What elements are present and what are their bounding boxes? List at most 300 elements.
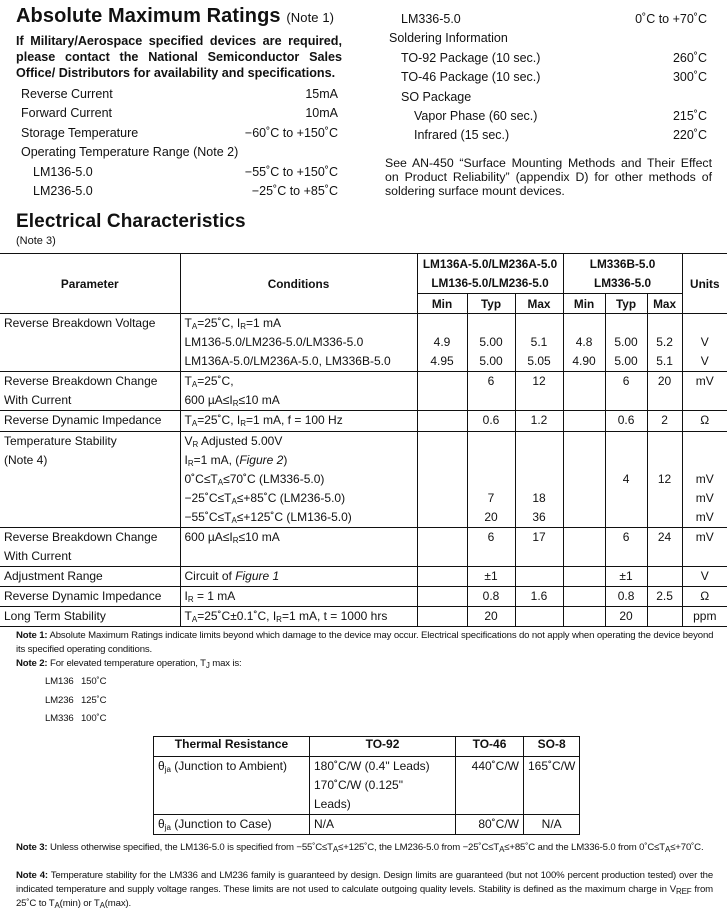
header-conditions: Conditions <box>180 254 417 314</box>
units-line: mV <box>695 510 714 524</box>
cell-min1 <box>417 411 467 432</box>
cell-parameter <box>0 411 180 432</box>
note-1 <box>16 629 716 657</box>
table-row <box>0 528 727 567</box>
cell-min1 <box>417 528 467 567</box>
cell-parameter <box>0 587 180 607</box>
cell-typ1 <box>467 411 515 432</box>
thermal-row <box>154 757 580 815</box>
rating-row <box>21 85 338 104</box>
an450-note: See AN-450 “Surface Mounting Methods and Their Effect on Product Reliability” (appendix D) for other methods of soldering surface mount devices. <box>385 156 712 198</box>
max2-line <box>652 567 678 586</box>
note-2 <box>16 657 716 671</box>
cell-typ1 <box>467 372 515 411</box>
ec-title: Electrical Characteristics <box>16 211 246 232</box>
min2-line <box>568 372 601 391</box>
cell-min2 <box>563 567 605 587</box>
note-4 <box>16 869 713 911</box>
subscript: R <box>192 440 199 449</box>
rating-value: −25˚C to +85˚C <box>251 184 338 198</box>
rating-row <box>401 88 707 107</box>
cell-units <box>682 607 727 627</box>
rating-row <box>389 29 707 48</box>
cell-typ2 <box>605 587 647 607</box>
rating-label: Vapor Phase (60 sec.) <box>414 109 538 123</box>
cell-min1 <box>417 567 467 587</box>
min1-line <box>422 314 463 333</box>
conditions-line: $T_A=25˚C$, $I_R=1$ mA <box>184 316 282 331</box>
typ2-line <box>610 432 643 451</box>
conditions-line: $T_A=25˚C\pm 0.1˚C$, $I_R=1$ mA, t = 1000 hrs <box>184 609 388 624</box>
thermal-header-so8: SO-8 <box>524 737 580 757</box>
cell-typ1 <box>467 432 515 528</box>
amr-title-text: Absolute Maximum Ratings <box>16 5 281 27</box>
parameter-line: Adjustment Range <box>4 569 103 583</box>
min1-line <box>422 470 463 489</box>
cell-typ2 <box>605 567 647 587</box>
cell-conditions <box>180 587 417 607</box>
max2-line <box>652 607 678 626</box>
note-4-text: Temperature stability for the LM336 and LM236 family is guaranteed by design. Design limits are guaranteed (but not 100% percent production tested) over the indicated temperature and supply voltage ranges. These limits are not used to calculate outgoing quality levels. Stability is defined as the maximum charge in $V_{REF}$ from 25˚C to $T_A(\min)$ or $T_A(\max)$. <box>16 870 714 910</box>
military-notice: If Military/Aerospace specified devices are required, please contact the National Semiconductor Sales Office/ Distributors for availability and specifications. <box>16 34 342 80</box>
subscript: ja <box>164 765 171 774</box>
units-line: Ω <box>700 413 710 427</box>
cell-min1 <box>417 607 467 627</box>
header-group1 <box>417 254 563 294</box>
typ2-line: 5.00 <box>614 335 638 349</box>
max1-line: 18 <box>532 491 546 505</box>
rating-row <box>21 143 338 162</box>
typ1-line: ±1 <box>484 569 498 583</box>
thermal-label-text: $\theta_{ja}$ (Junction to Case) <box>158 817 272 832</box>
rating-label: Infrared (15 sec.) <box>414 128 510 143</box>
min1-line <box>422 607 463 626</box>
min2-line <box>568 567 601 586</box>
typ1-line: 5.00 <box>479 354 503 368</box>
typ1-line <box>472 314 511 333</box>
tj-value: 100˚C <box>81 713 107 724</box>
typ2-line: 4 <box>622 472 630 486</box>
typ2-line: ±1 <box>619 569 633 583</box>
subscript: R <box>240 322 246 331</box>
min2-line <box>568 528 601 547</box>
rating-label: TO-92 Package (10 sec.) <box>401 50 541 65</box>
min1-line: 4.95 <box>430 354 454 368</box>
thermal-so8-value: N/A <box>541 817 562 831</box>
subscript: A <box>191 419 198 428</box>
cell-conditions <box>180 314 417 372</box>
note-2-label: Note 2: <box>16 658 48 669</box>
rating-label: Storage Temperature <box>21 125 139 140</box>
conditions-line: 600 $\mu A\le I_R\le 10$ mA <box>184 530 280 545</box>
conditions-line: Circuit of Figure 1 <box>184 569 280 583</box>
cell-typ2 <box>605 411 647 432</box>
typ1-line: 6 <box>487 374 495 388</box>
cell-typ1 <box>467 314 515 372</box>
tj-value: 150˚C <box>81 676 107 687</box>
cell-max2 <box>647 314 682 372</box>
max1-line <box>520 607 559 626</box>
max2-line: 24 <box>657 530 672 544</box>
cell-max1 <box>515 432 563 528</box>
header-min2: Min <box>563 294 605 314</box>
cell-typ2 <box>605 528 647 567</box>
cell-max2 <box>647 372 682 411</box>
rating-label: LM336-5.0 <box>401 12 461 26</box>
units-line: mV <box>695 530 714 544</box>
typ2-line: 6 <box>622 530 630 544</box>
max2-line <box>652 314 678 333</box>
thermal-header-to46: TO-46 <box>456 737 524 757</box>
typ1-line: 20 <box>484 609 498 623</box>
cell-units <box>682 567 727 587</box>
header-group1-line1: LM136A-5.0/LM236A-5.0 <box>422 256 558 271</box>
header-min1: Min <box>417 294 467 314</box>
cell-parameter <box>0 607 180 627</box>
table-row <box>0 314 727 372</box>
min1-line <box>422 451 463 470</box>
typ2-line: 5.00 <box>614 354 638 368</box>
typ1-line: 0.8 <box>482 589 500 603</box>
min1-line <box>422 432 463 451</box>
cell-parameter <box>0 432 180 528</box>
min1-line <box>422 372 463 391</box>
cell-max1 <box>515 607 563 627</box>
subscript: J <box>205 661 210 670</box>
conditions-line: $T_A=25˚C$, $I_R=1$ mA, f = 100 Hz <box>184 413 343 428</box>
min2-line <box>568 432 601 451</box>
typ1-line <box>472 432 511 451</box>
electrical-characteristics-table <box>0 253 727 627</box>
rating-value: 0˚C to +70˚C <box>635 12 707 26</box>
min2-line <box>568 411 601 430</box>
conditions-line: $-55˚C\le T_A\le+125˚C$ (LM136-5.0) <box>184 510 352 525</box>
cell-parameter <box>0 567 180 587</box>
typ2-line <box>610 314 643 333</box>
rating-label: Soldering Information <box>389 31 508 46</box>
conditions-line: $0˚C\le T_A\le 70˚C$ (LM336-5.0) <box>184 472 325 487</box>
min2-line <box>568 489 601 508</box>
thermal-header-to92: TO-92 <box>310 737 456 757</box>
rating-value: 300˚C <box>672 70 707 85</box>
typ2-line <box>610 489 643 508</box>
typ2-line: 6 <box>622 374 630 388</box>
conditions-line: 600 $\mu A\le I_R\le 10$ mA <box>184 393 280 408</box>
thermal-to92-line: 170˚C/W (0.125" <box>314 778 403 792</box>
parameter-line: With Current <box>4 549 72 563</box>
subscript: R <box>187 595 194 604</box>
header-group2 <box>563 254 682 294</box>
cell-typ1 <box>467 567 515 587</box>
subscript: ja <box>164 823 171 832</box>
conditions-line: $T_A=25˚C$, <box>184 374 234 389</box>
max1-line: 1.6 <box>530 589 548 603</box>
min2-line: 4.8 <box>575 335 593 349</box>
cell-max1 <box>515 314 563 372</box>
typ1-line: 5.00 <box>479 335 503 349</box>
rating-label: LM136-5.0 <box>33 164 93 179</box>
units-line: Ω <box>700 589 710 603</box>
thermal-header-label: Thermal Resistance <box>154 737 310 757</box>
cell-min1 <box>417 314 467 372</box>
rating-value: −55˚C to +150˚C <box>244 164 338 179</box>
thermal-to92 <box>310 815 456 835</box>
table-row <box>0 567 727 587</box>
cell-typ2 <box>605 607 647 627</box>
typ2-line <box>610 508 643 527</box>
table-row <box>0 432 727 528</box>
subscript: A <box>54 901 60 910</box>
note-3 <box>16 841 713 855</box>
table-row <box>0 372 727 411</box>
rating-value: 260˚C <box>672 50 707 65</box>
thermal-label <box>154 815 310 835</box>
cell-min2 <box>563 432 605 528</box>
rating-row <box>401 49 707 68</box>
cell-conditions <box>180 528 417 567</box>
cell-conditions <box>180 372 417 411</box>
typ2-line: 0.8 <box>617 589 635 603</box>
parameter-line: Long Term Stability <box>4 609 106 623</box>
subscript: A <box>217 478 224 487</box>
max2-line: 12 <box>657 472 672 486</box>
cell-max1 <box>515 372 563 411</box>
min2-line <box>568 587 601 606</box>
cell-max2 <box>647 411 682 432</box>
rating-row <box>21 124 338 143</box>
rating-value: 15mA <box>305 87 338 101</box>
conditions-line: $V_R$ Adjusted 5.00V <box>184 434 283 449</box>
cell-max2 <box>647 607 682 627</box>
thermal-to46-value: 80˚C/W <box>478 817 519 831</box>
cell-max1 <box>515 587 563 607</box>
note-2-text: For elevated temperature operation, $T_J$ max is: <box>49 658 242 670</box>
max1-line: 5.1 <box>530 335 548 349</box>
rating-row <box>21 104 338 123</box>
cell-max2 <box>647 567 682 587</box>
typ1-line <box>472 451 511 470</box>
tj-max-row <box>45 675 106 689</box>
ec-note: (Note 3) <box>16 235 56 247</box>
cell-units <box>682 432 727 528</box>
cell-units <box>682 372 727 411</box>
min1-line <box>422 528 463 547</box>
min2-line <box>568 314 601 333</box>
cell-min2 <box>563 372 605 411</box>
note-3-label: Note 3: <box>16 842 48 853</box>
units-line: ppm <box>693 609 717 623</box>
min1-line <box>422 411 463 430</box>
tj-part: LM236 <box>45 694 74 706</box>
rating-label: LM236-5.0 <box>33 184 93 198</box>
subscript: A <box>332 845 339 854</box>
units-line <box>687 451 724 470</box>
tj-value: 125˚C <box>81 694 107 706</box>
rating-label: SO Package <box>401 89 472 104</box>
max2-line: 2.5 <box>656 589 673 603</box>
header-group1-line2: LM136-5.0/LM236-5.0 <box>431 275 549 290</box>
thermal-to92-line: Leads) <box>314 797 351 811</box>
rating-row <box>414 126 707 145</box>
cell-typ2 <box>605 314 647 372</box>
figure-ref: Figure 1 <box>235 569 280 583</box>
units-line: mV <box>695 472 714 486</box>
amr-title-note: (Note 1) <box>286 10 335 25</box>
typ1-line <box>472 470 511 489</box>
subscript: R <box>232 536 239 545</box>
cell-typ2 <box>605 432 647 528</box>
subscript: A <box>191 615 198 624</box>
subscript: R <box>232 399 239 408</box>
subscript: REF <box>675 887 692 896</box>
subscript: A <box>191 380 198 389</box>
rating-value: 220˚C <box>672 128 707 143</box>
subscript: A <box>499 845 505 854</box>
thermal-to92 <box>310 757 456 815</box>
cell-conditions <box>180 567 417 587</box>
typ1-line: 6 <box>487 530 495 544</box>
header-max1: Max <box>515 294 563 314</box>
max2-line <box>652 489 678 508</box>
max2-line: 20 <box>657 374 672 388</box>
thermal-to46 <box>456 757 524 815</box>
cell-conditions <box>180 432 417 528</box>
max1-line: 36 <box>532 510 546 524</box>
parameter-line: Reverse Dynamic Impedance <box>4 413 162 427</box>
max2-line: 2 <box>661 413 668 427</box>
subscript: R <box>240 419 246 428</box>
subscript: A <box>191 322 198 331</box>
units-line: V <box>700 569 709 583</box>
thermal-label <box>154 757 310 815</box>
header-group2-line1: LM336B-5.0 <box>589 256 656 271</box>
parameter-line: Reverse Breakdown Voltage <box>4 316 156 330</box>
rating-row <box>33 163 338 182</box>
note-1-text: Absolute Maximum Ratings indicate limits beyond which damage to the device may occur. Electrical specifications do not apply when operating the device beyond its specified operating conditions. <box>16 630 714 655</box>
conditions-line: $-25˚C\le T_A\le+85˚C$ (LM236-5.0) <box>184 491 346 506</box>
cell-units <box>682 314 727 372</box>
units-line: mV <box>695 491 714 505</box>
units-line: V <box>700 335 709 349</box>
cell-units <box>682 411 727 432</box>
max2-line <box>652 432 678 451</box>
rating-label: Reverse Current <box>21 87 113 101</box>
typ1-line: 20 <box>484 510 498 524</box>
subscript: A <box>231 497 237 506</box>
note-4-label: Note 4: <box>16 870 48 881</box>
rating-label: Forward Current <box>21 106 112 121</box>
cell-max1 <box>515 567 563 587</box>
thermal-label-text: $\theta_{ja}$ (Junction to Ambient) <box>158 759 287 774</box>
cell-units <box>682 528 727 567</box>
max1-line: 12 <box>532 374 546 388</box>
cell-min1 <box>417 587 467 607</box>
thermal-so8 <box>524 757 580 815</box>
max1-line <box>520 470 559 489</box>
subscript: A <box>99 901 105 910</box>
tj-part: LM136 <box>45 676 74 687</box>
cell-max1 <box>515 528 563 567</box>
rating-row <box>414 107 707 126</box>
figure-ref: Figure 2 <box>239 453 284 467</box>
cell-parameter <box>0 372 180 411</box>
table-row <box>0 587 727 607</box>
cell-typ1 <box>467 607 515 627</box>
thermal-to46 <box>456 815 524 835</box>
header-parameter: Parameter <box>0 254 180 314</box>
min2-line <box>568 470 601 489</box>
cell-typ1 <box>467 587 515 607</box>
units-line: mV <box>695 374 714 388</box>
parameter-line: With Current <box>4 393 72 407</box>
max1-line: 1.2 <box>530 413 548 427</box>
typ2-line: 0.6 <box>617 413 635 427</box>
table-row <box>0 411 727 432</box>
cell-conditions <box>180 411 417 432</box>
max2-line <box>652 451 678 470</box>
subscript: R <box>276 615 282 624</box>
cell-typ1 <box>467 528 515 567</box>
cell-min2 <box>563 411 605 432</box>
max2-line: 5.2 <box>656 335 673 349</box>
min2-line <box>568 451 601 470</box>
min1-line: 4.9 <box>433 335 451 349</box>
max2-line <box>652 508 678 527</box>
min2-line <box>568 508 601 527</box>
typ1-line: 0.6 <box>482 413 500 427</box>
max1-line: 17 <box>532 530 546 544</box>
max1-line <box>520 432 559 451</box>
header-max2: Max <box>647 294 682 314</box>
thermal-so8 <box>524 815 580 835</box>
cell-max1 <box>515 411 563 432</box>
min1-line <box>422 587 463 606</box>
note-1-label: Note 1: <box>16 630 48 641</box>
cell-min1 <box>417 372 467 411</box>
table-row <box>0 607 727 627</box>
cell-min2 <box>563 607 605 627</box>
max1-line <box>520 567 559 586</box>
cell-min2 <box>563 587 605 607</box>
parameter-line: Reverse Breakdown Change <box>4 374 158 388</box>
cell-min1 <box>417 432 467 528</box>
cell-max2 <box>647 587 682 607</box>
header-typ1: Typ <box>467 294 515 314</box>
max2-line: 5.1 <box>656 354 673 368</box>
conditions-line: $I_R = 1$ mA <box>184 589 236 604</box>
thermal-row <box>154 815 580 835</box>
thermal-so8-value: 165˚C/W <box>528 759 576 773</box>
thermal-to92-line: N/A <box>314 817 335 831</box>
min1-line <box>422 567 463 586</box>
note-3-text: Unless otherwise specified, the LM136-5.0 is specified from $-55˚C\le T_A\le+125˚C$, the LM236-5.0 from $-25˚C\le T_A\le+85˚C$ and the LM336-5.0 from $0˚C\le T_A\le+70˚C$. <box>49 842 704 854</box>
subscript: R <box>187 459 194 468</box>
min1-line <box>422 489 463 508</box>
min2-line: 4.90 <box>572 354 596 368</box>
conditions-line: $I_R=1$ mA, (Figure 2) <box>184 453 288 468</box>
parameter-line: (Note 4) <box>4 453 48 467</box>
amr-title <box>16 5 334 28</box>
cell-typ2 <box>605 372 647 411</box>
parameter-line: Reverse Breakdown Change <box>4 530 158 544</box>
min1-line <box>422 508 463 527</box>
tj-max-row <box>45 694 106 708</box>
min2-line <box>568 607 601 626</box>
rating-value: −60˚C to +150˚C <box>244 125 338 140</box>
header-units: Units <box>682 254 727 314</box>
rating-value: 215˚C <box>672 109 707 123</box>
cell-max2 <box>647 432 682 528</box>
